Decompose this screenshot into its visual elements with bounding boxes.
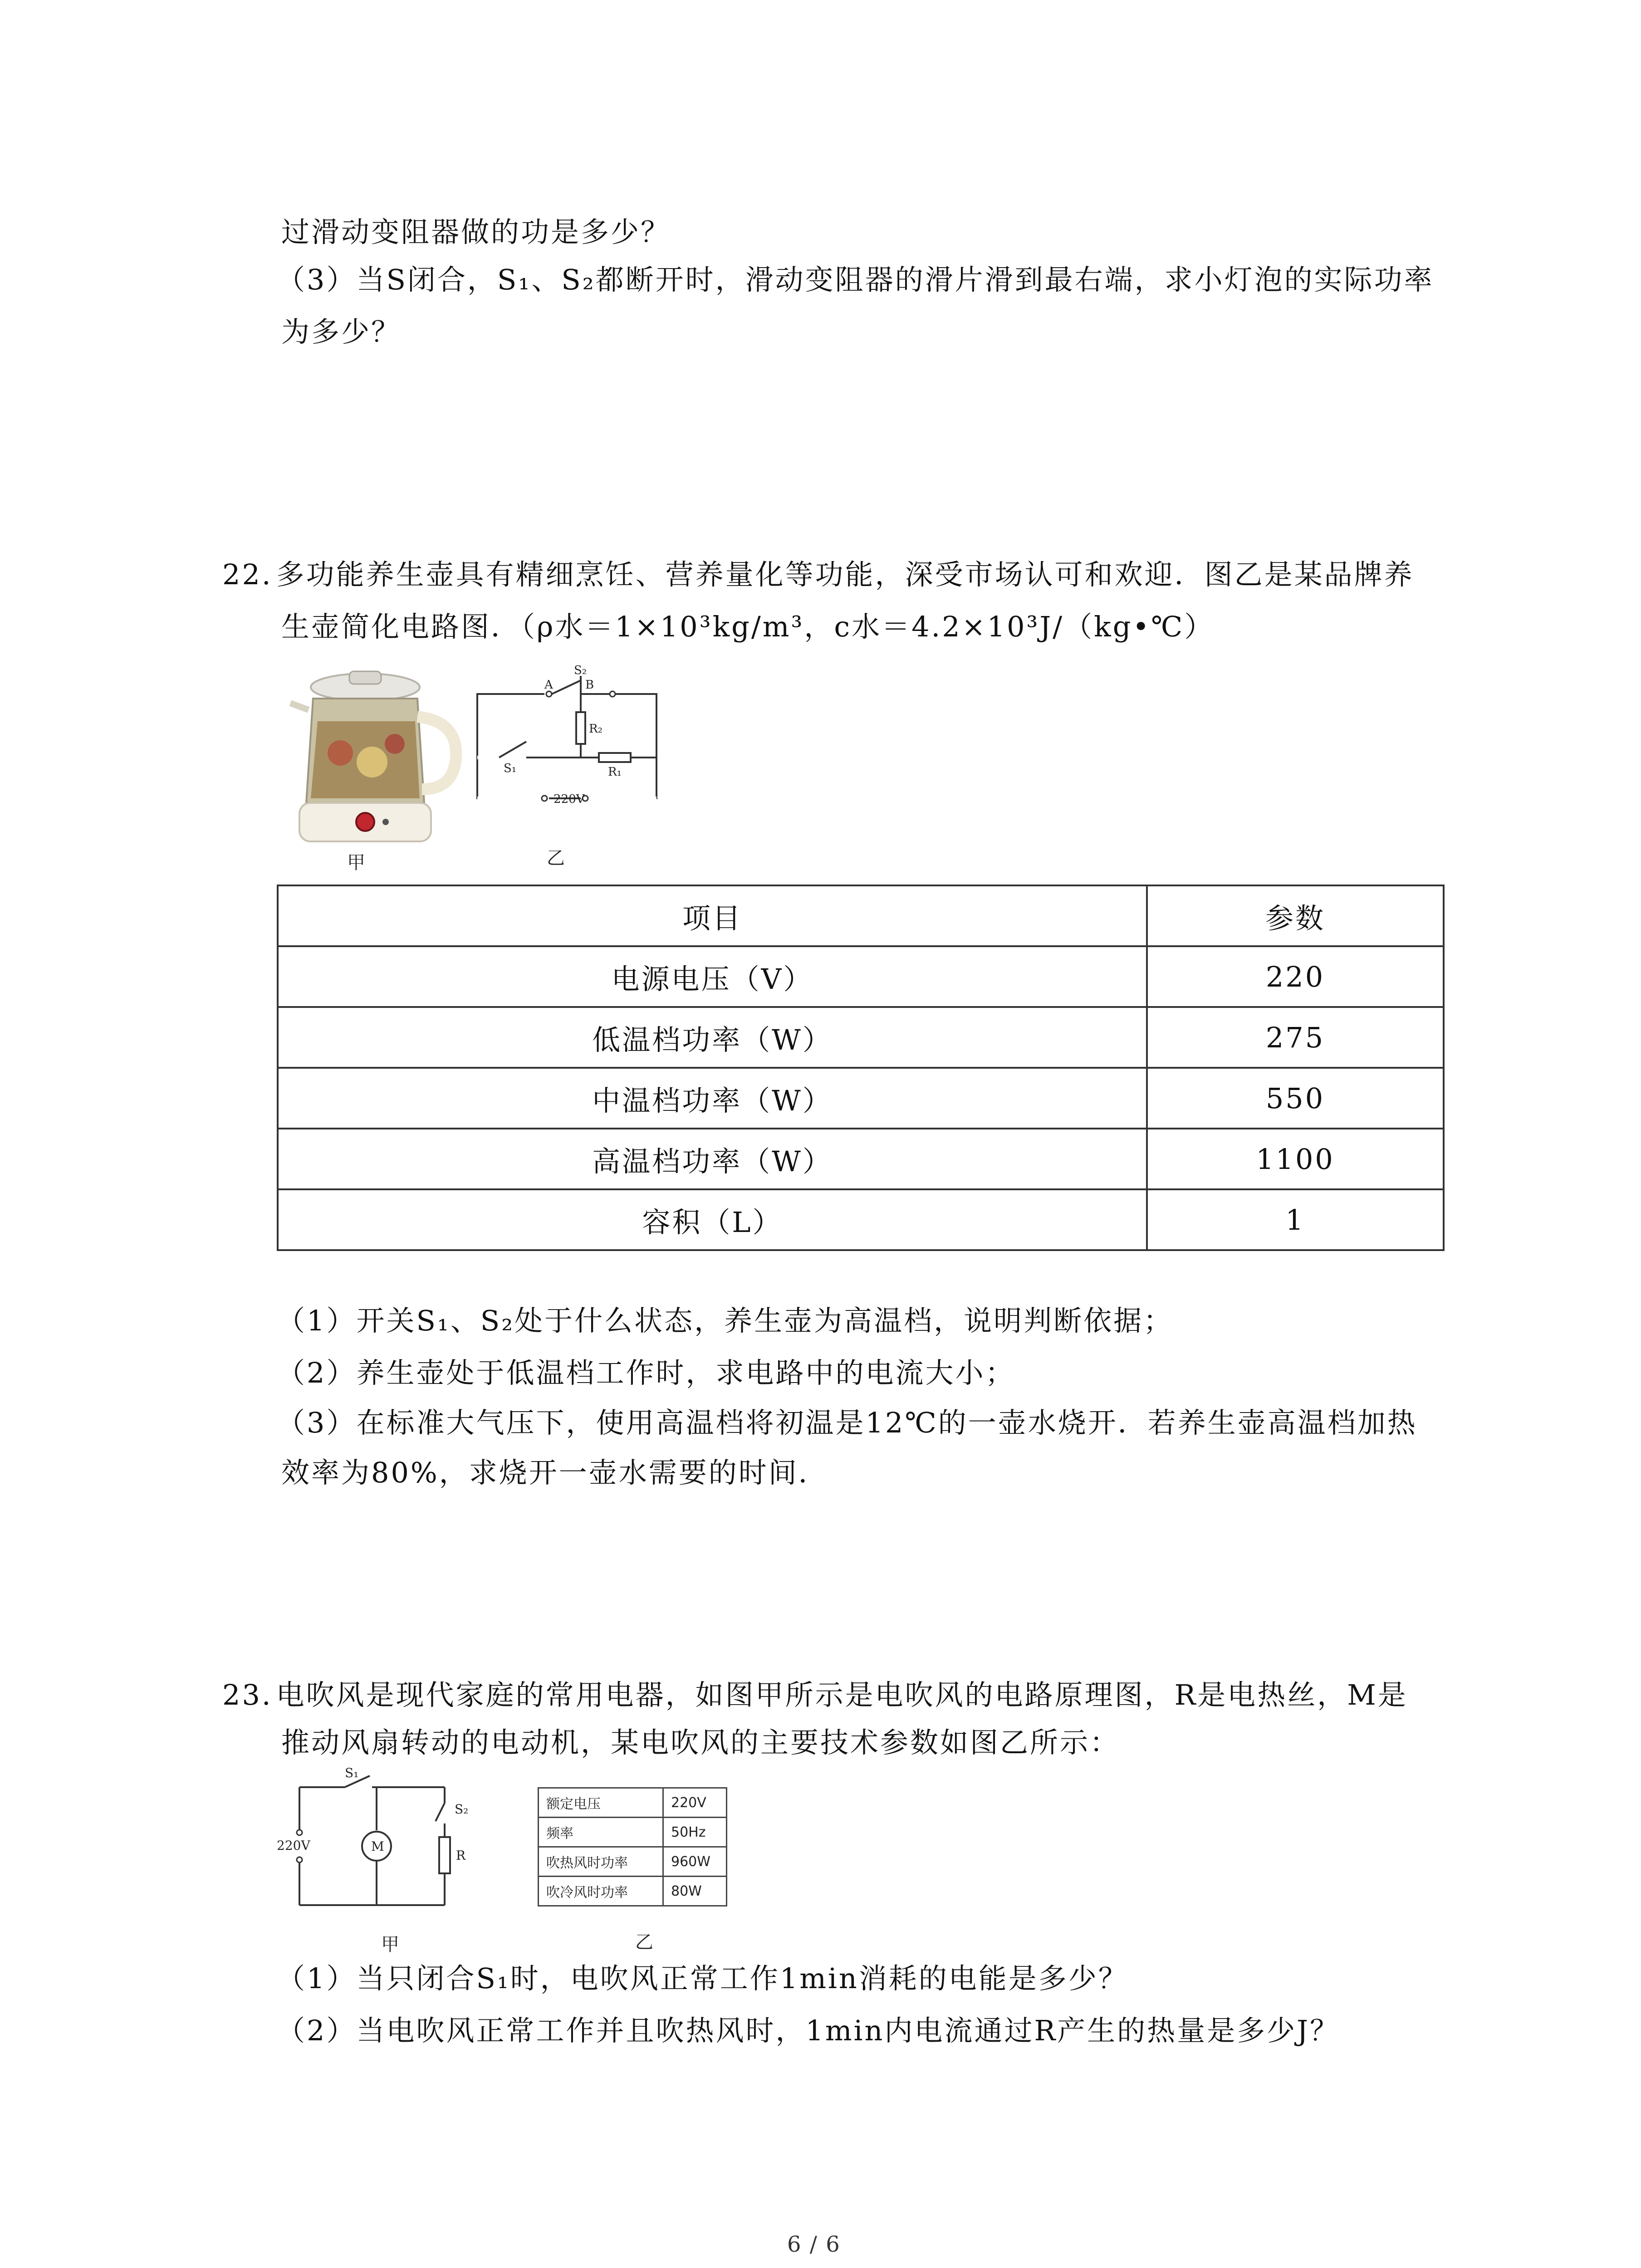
table-cell-value: 1100 (1147, 1129, 1444, 1189)
hairdryer-label-s2: S₂ (455, 1802, 469, 1817)
kettle-photo (281, 667, 472, 848)
q23-caption-yi: 乙 (635, 1932, 653, 1953)
table-cell-value: 1 (1147, 1189, 1444, 1250)
table-cell-value: 550 (1147, 1068, 1444, 1129)
table-row (278, 1189, 1444, 1250)
kettle-illustration (281, 667, 472, 848)
spec-value: 50Hz (663, 1818, 727, 1847)
q22-sub3-line1: （3）在标准大气压下，使用高温档将初温是12℃的一壶水烧开．若养生壶高温档加热 (277, 1406, 1417, 1439)
q21-line1: 过滑动变阻器做的功是多少？ (281, 215, 671, 249)
q23-sub2: （2）当电吹风正常工作并且吹热风时，1min内电流通过R产生的热量是多少J？ (277, 2014, 1340, 2047)
spec-row (539, 1788, 727, 1818)
q23-spec-table (538, 1787, 727, 1906)
q22-sub3-line2: 效率为80%，求烧开一壶水需要的时间． (281, 1456, 828, 1489)
q22-sub1: （1）开关S₁、S₂处于什么状态，养生壶为高温档，说明判断依据； (277, 1304, 1174, 1337)
table-cell-item: 容积（L） (278, 1189, 1147, 1250)
table-row (278, 1068, 1444, 1129)
q23-spec-table-wrap (538, 1787, 727, 1906)
q23-circuit-diagram (277, 1765, 495, 1923)
q23-stem-line2: 推动风扇转动的电动机，某电吹风的主要技术参数如图乙所示： (281, 1726, 1120, 1759)
q22-stem-line1 (222, 556, 1414, 594)
circuit-svg (472, 662, 662, 812)
spec-value: 960W (663, 1847, 727, 1877)
table-header-row (278, 885, 1444, 946)
hairdryer-label-resistor: R (456, 1848, 466, 1863)
spec-row (539, 1877, 727, 1906)
table-cell-value: 220 (1147, 946, 1444, 1007)
q22-circuit-diagram (472, 662, 662, 812)
spec-row (539, 1847, 727, 1877)
q23-stem-line1 (222, 1676, 1408, 1714)
spec-label: 频率 (539, 1818, 663, 1847)
table-cell-item: 低温档功率（W） (278, 1007, 1147, 1068)
table-cell-item: 中温档功率（W） (278, 1068, 1147, 1129)
table-cell-item: 高温档功率（W） (278, 1129, 1147, 1189)
hairdryer-label-s1: S₁ (345, 1765, 359, 1780)
q22-caption-yi: 乙 (547, 848, 565, 869)
q22-caption-jia: 甲 (347, 852, 365, 873)
circuit-label-r2: R₂ (589, 722, 603, 736)
table-header-item: 项目 (278, 885, 1147, 946)
q21-sub3-line: （3）当S闭合，S₁、S₂都断开时，滑动变阻器的滑片滑到最右端，求小灯泡的实际功率 (277, 263, 1434, 296)
spec-value: 80W (663, 1877, 727, 1906)
table-row (278, 1129, 1444, 1189)
q23-caption-jia: 甲 (381, 1934, 399, 1955)
q22-stem-text1: 多功能养生壶具有精细烹饪、营养量化等功能，深受市场认可和欢迎．图乙是某品牌养 (276, 558, 1414, 591)
q23-sub1: （1）当只闭合S₁时，电吹风正常工作1min消耗的电能是多少？ (277, 1962, 1128, 1995)
hairdryer-circuit-svg (277, 1765, 495, 1923)
circuit-label-voltage: 220V (554, 792, 585, 806)
circuit-label-b: B (585, 678, 594, 692)
q23-stem-text1: 电吹风是现代家庭的常用电器，如图甲所示是电吹风的电路原理图，R是电热丝，M是 (276, 1678, 1408, 1711)
circuit-label-r1: R₁ (608, 765, 622, 779)
table-row (278, 946, 1444, 1007)
circuit-label-a: A (544, 678, 553, 692)
circuit-label-s1: S₁ (504, 762, 517, 775)
page-number: 6 / 6 (787, 2232, 841, 2257)
spec-label: 吹冷风时功率 (539, 1877, 663, 1906)
table-header-value: 参数 (1147, 885, 1444, 946)
table-row (278, 1007, 1444, 1068)
spec-row (539, 1818, 727, 1847)
spec-label: 额定电压 (539, 1788, 663, 1818)
hairdryer-label-motor: M (371, 1839, 384, 1854)
table-cell-item: 电源电压（V） (278, 946, 1147, 1007)
q23-number: 23. (222, 1678, 273, 1711)
circuit-label-s2: S₂ (574, 664, 587, 677)
q22-parameter-table (277, 885, 1445, 1251)
q22-sub2: （2）养生壶处于低温档工作时，求电路中的电流大小； (277, 1356, 1015, 1389)
spec-value: 220V (663, 1788, 727, 1818)
q21-sub3-line2: 为多少？ (281, 315, 402, 348)
hairdryer-label-voltage: 220V (277, 1838, 310, 1853)
q22-number: 22. (222, 558, 273, 591)
spec-label: 吹热风时功率 (539, 1847, 663, 1877)
q22-stem-line2: 生壶简化电路图．（ρ水＝1×10³kg/m³，c水＝4.2×10³J/（kg•℃） (281, 610, 1215, 643)
table-cell-value: 275 (1147, 1007, 1444, 1068)
